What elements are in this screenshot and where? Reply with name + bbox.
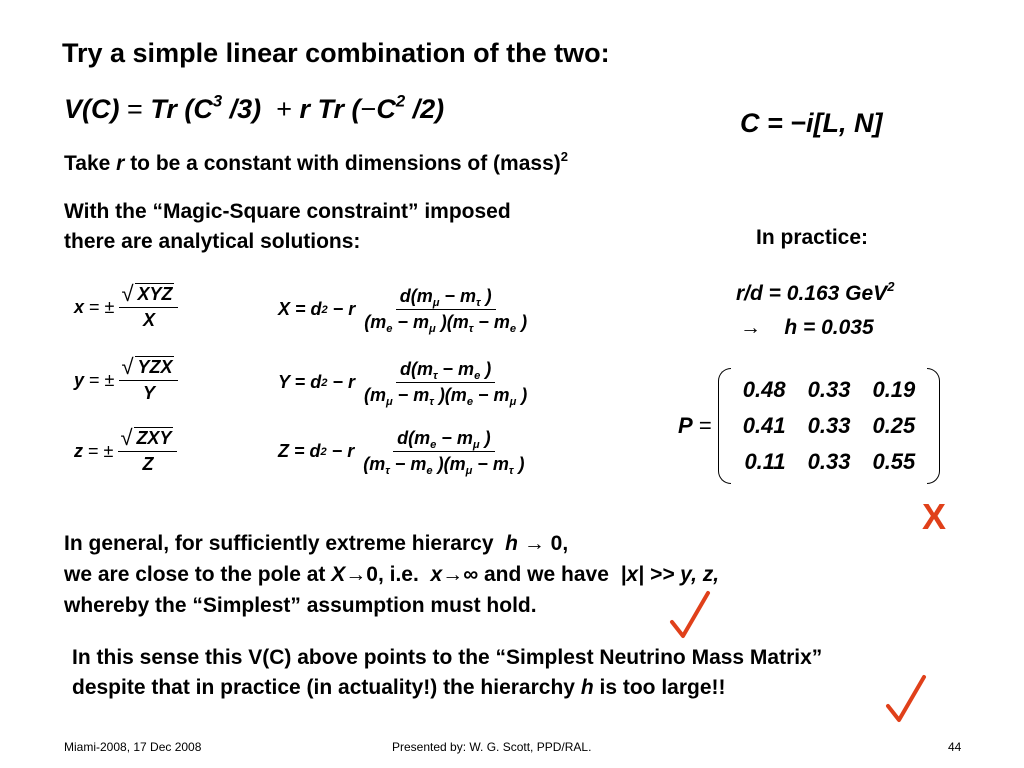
magic-square-line2: there are analytical solutions: [64,230,361,253]
solution-denominator: ($m_\tau - m_e$ )($m_\mu - m_\tau$ ) [363,454,525,477]
commutator-formula: C = −i[L, N] [740,108,883,138]
solution-numerator: $d(m_\tau - m_e$ ) [396,359,495,383]
potential-formula [64,91,445,125]
solution-numerator: ZXY [136,428,172,448]
solution-lhs: Z = d [278,441,321,461]
conclusion-line1: In this sense this V(C) above points to the “Simplest Neutrino Mass Matrix” [72,646,823,669]
solution-fraction [118,428,177,475]
general-abs-x: |x| >> y, z, [620,563,720,586]
general-line2: we are close to the pole at X→0, i.e. x→∞ and we have |x| >> y, z, [64,563,720,586]
matrix-cell: 0.33 [807,377,851,402]
solution-X: X = d 2 − r $\frac{d(m_\mu - m_\tau )}{(m_e - m_\mu )(m_\tau - m_e )}$ [278,286,531,333]
solution-var: x [74,297,85,317]
r-over-d-text: r/d = 0.163 GeV [736,282,888,305]
solution-y [74,357,178,404]
general-X: X [331,563,346,586]
h-value-formula [740,316,874,340]
footer-left: Miami-2008, 17 Dec 2008 [64,740,202,754]
checkmark-icon [884,674,928,724]
matrix-cell: 0.48 [742,377,786,402]
solution-fraction [119,284,178,331]
matrix-row [732,408,926,444]
matrix-eq: = [698,413,712,438]
matrix-body [718,372,940,480]
solution-fraction [360,286,531,333]
potential-tr1: Tr (C [150,94,213,124]
solution-numerator: $d(m_\mu - m_\tau$ ) [396,286,496,310]
conclusion-h: h [580,676,594,699]
matrix-label: P [678,413,693,438]
solution-lhs: Y = d [278,372,322,392]
potential-div3: /3) [229,94,262,124]
matrix-row [732,444,926,480]
potential-eq: = [127,94,143,124]
solution-x [74,284,178,331]
solution-minus-r: − r [332,372,355,392]
h-value-text: h = 0.035 [784,316,874,339]
take-r-text [64,148,568,176]
potential-lhs: V(C) [64,94,120,124]
footer-page-number: 44 [948,740,962,754]
matrix-row [732,372,926,408]
r-over-d-formula [736,278,895,306]
general-line3: whereby the “Simplest” assumption must hold. [64,594,537,617]
matrix-cell: 0.55 [872,449,916,474]
solution-var: y [74,370,85,390]
conclusion-line2: despite that in practice (in actuality!) the hierarchy h is too large!! [72,676,726,699]
general-h: h [505,532,518,555]
solution-fraction [360,359,531,406]
solution-lhs: X = d [278,299,322,319]
solution-fraction [119,357,178,404]
cross-mark: X [922,496,947,537]
take-r-pre: Take [64,152,111,175]
matrix-left-paren [718,368,731,484]
take-r-post: to be a constant with dimensions of (mass) [130,152,561,175]
solution-fraction [359,428,528,475]
matrix-cell: 0.41 [742,413,786,438]
matrix-right-paren [927,368,940,484]
solution-z [74,428,177,475]
slide-title: Try a simple linear combination of the two: [62,38,610,68]
in-practice-label: In practice: [756,226,869,249]
solution-minus-r: − r [332,299,356,319]
solution-eq: = ± [88,441,114,461]
solution-denominator: Z [142,454,154,474]
solution-numerator: $d(m_e - m_\mu$ ) [393,428,494,452]
matrix-cell: 0.33 [807,449,851,474]
general-x-limit: x→∞ [430,563,479,586]
matrix-cell: 0.11 [744,449,786,474]
potential-c: C [376,94,396,124]
solution-var: z [74,441,83,461]
potential-minus: − [360,94,377,124]
solution-denominator: X [142,310,155,330]
solution-eq: = ± [89,370,115,390]
footer-center: Presented by: W. G. Scott, PPD/RAL. [392,740,592,754]
magic-square-line1: With the “Magic-Square constraint” imposed [64,200,511,223]
matrix-cell: 0.19 [872,377,916,402]
checkmark-icon [668,590,712,640]
arrow-symbol: → [740,316,761,339]
solution-Y: Y = d 2 − r $\frac{d(m_\tau - m_e )}{(m_\mu - m_\tau )(m_e - m_\mu )}$ [278,359,531,406]
potential-plus: + [276,94,292,124]
take-r-sup: 2 [560,148,568,164]
solution-denominator: ($m_e - m_\mu$ )($m_\tau - m_e$ ) [364,312,528,335]
solution-denominator: ($m_\mu - m_\tau$ )($m_e - m_\mu$ ) [363,385,528,408]
potential-exp3: 3 [212,91,223,111]
potential-exp2: 2 [395,91,406,111]
general-line1: In general, for sufficiently extreme hierarcy h → 0, [64,532,569,555]
solution-eq: = ± [89,297,115,317]
solution-denominator: Y [142,383,155,403]
potential-tr2: Tr ( [317,94,361,124]
solution-numerator: YZX [137,357,173,377]
solution-Z: Z = d 2 − r $\frac{d(m_e - m_\mu )}{(m_\tau - m_e )(m_\mu - m_\tau )}$ [278,428,528,475]
solution-minus-r: − r [331,441,355,461]
potential-div2: /2) [412,94,445,124]
mixing-matrix [678,372,940,480]
solution-numerator: XYZ [137,284,173,304]
take-r-symbol: r [116,152,125,175]
potential-r: r [299,94,310,124]
matrix-cell: 0.25 [872,413,916,438]
r-over-d-sup: 2 [887,278,895,294]
matrix-cell: 0.33 [807,413,851,438]
